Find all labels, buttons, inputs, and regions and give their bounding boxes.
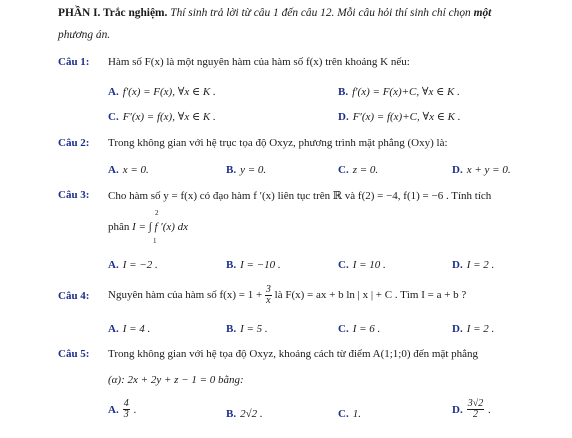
question-2-label: Câu 2: [58,137,90,149]
question-3-integral: I = ∫ f ′(x) dx [132,221,189,233]
option-letter: C. [338,164,349,176]
option-text: 2√2 . [240,408,263,420]
option-letter: A. [108,86,119,98]
question-2-option-c[interactable] [338,160,378,178]
question-4-option-d[interactable] [452,319,494,337]
question-4-fraction [265,285,272,306]
option-letter: A. [108,164,119,176]
question-2-option-a[interactable] [108,160,149,178]
question-4-text [108,283,466,307]
option-suffix: . [133,404,137,416]
option-text: I = −10 . [240,259,281,271]
option-text: y = 0. [240,164,267,176]
question-3-option-c[interactable] [338,255,386,273]
question-1-option-d[interactable] [338,107,461,125]
question-5-option-a[interactable] [108,398,136,421]
fraction-numerator: 3 [265,283,271,295]
question-3-prefix: phân [108,221,130,233]
question-5-label: Câu 5: [58,348,90,360]
question-4-text-a: Nguyên hàm của hàm số f(x) = 1 + [108,289,263,301]
option-letter: B. [226,323,237,335]
option-text: I = −2 . [122,259,158,271]
option-letter: B. [338,86,349,98]
section-header [58,6,491,20]
question-4-option-b[interactable] [226,319,268,337]
option-fraction [123,399,130,420]
question-4-label: Câu 4: [58,290,90,302]
integral-lower-limit: 1 [153,237,157,245]
option-text: x + y = 0. [466,164,511,176]
option-letter: A. [108,323,119,335]
question-5-text-line2: (α): 2x + 2y + z − 1 = 0 bằng: [108,374,244,386]
question-1-option-a[interactable] [108,82,216,100]
question-1-option-b[interactable] [338,82,460,100]
option-letter: B. [226,408,237,420]
option-letter: C. [338,408,349,420]
option-letter: D. [452,259,463,271]
option-text: I = 2 . [466,259,495,271]
question-1-option-c[interactable] [108,107,216,125]
option-suffix: . [488,404,491,416]
option-text: z = 0. [352,164,379,176]
option-letter: D. [452,164,463,176]
option-text: I = 4 . [122,323,151,335]
question-2-option-b[interactable] [226,160,266,178]
option-text: x = 0. [122,164,149,176]
question-3-option-b[interactable] [226,255,281,273]
fraction-denominator: x [266,294,271,306]
question-3-label: Câu 3: [58,189,90,201]
question-4-text-b: là F(x) = ax + b ln | x | + C . Tìm I = a + b ? [274,289,467,301]
option-text: I = 6 . [352,323,381,335]
option-text: f′(x) = F(x)+C, ∀x ∈ K . [352,86,460,98]
fraction-denominator: 2 [472,408,478,420]
fraction-numerator: 4 [123,397,129,409]
option-letter: C. [108,111,119,123]
fraction-numerator: 3√2 [467,397,484,409]
integral-upper-limit: 2 [155,209,159,217]
option-letter: C. [338,259,349,271]
section-heading: PHẦN I. Trắc nghiệm. [58,7,168,19]
question-3-option-a[interactable] [108,255,158,273]
section-instruction: Thí sinh trả lời từ câu 1 đến câu 12. Mỗi câu hỏi thí sinh chỉ chọn [170,7,471,19]
option-letter: D. [452,323,463,335]
option-fraction [467,399,485,420]
option-letter: B. [226,259,237,271]
option-letter: C. [338,323,349,335]
question-4-option-a[interactable] [108,319,150,337]
section-instruction-bold: một [473,7,492,19]
option-text: I = 10 . [352,259,386,271]
option-text: F′(x) = f(x), ∀x ∈ K . [122,111,216,123]
option-letter: D. [338,111,349,123]
question-5-option-b[interactable] [226,404,263,422]
option-text: I = 2 . [466,323,495,335]
option-letter: A. [108,404,119,416]
option-text: f′(x) = F(x), ∀x ∈ K . [122,86,216,98]
question-2-text: Trong không gian với hệ trục tọa độ Oxyz, phương trình mặt phẳng (Oxy) là: [108,137,448,149]
option-letter: B. [226,164,237,176]
question-1-text: Hàm số F(x) là một nguyên hàm của hàm số f(x) trên khoảng K nếu: [108,56,410,68]
question-3-text-line2 [108,221,188,233]
option-text: I = 5 . [240,323,268,335]
question-3-text: Cho hàm số y = f(x) có đạo hàm f ′(x) liên tục trên ℝ và f(2) = −4, f(1) = −6 . Tính tích [108,190,492,202]
option-text: F′(x) = f(x)+C, ∀x ∈ K . [352,111,461,123]
question-3-option-d[interactable] [452,255,494,273]
question-1-label: Câu 1: [58,56,90,68]
option-letter: A. [108,259,119,271]
question-5-option-c[interactable] [338,404,361,422]
option-text: 1. [352,408,361,420]
question-4-option-c[interactable] [338,319,380,337]
question-5-text: Trong không gian với hệ tọa độ Oxyz, khoảng cách từ điểm A(1;1;0) đến mặt phẳng [108,348,479,360]
question-2-option-d[interactable] [452,160,511,178]
fraction-denominator: 3 [123,408,129,420]
question-5-option-d[interactable] [452,398,491,421]
option-letter: D. [452,404,463,416]
section-instruction-line2: phương án. [58,29,111,41]
